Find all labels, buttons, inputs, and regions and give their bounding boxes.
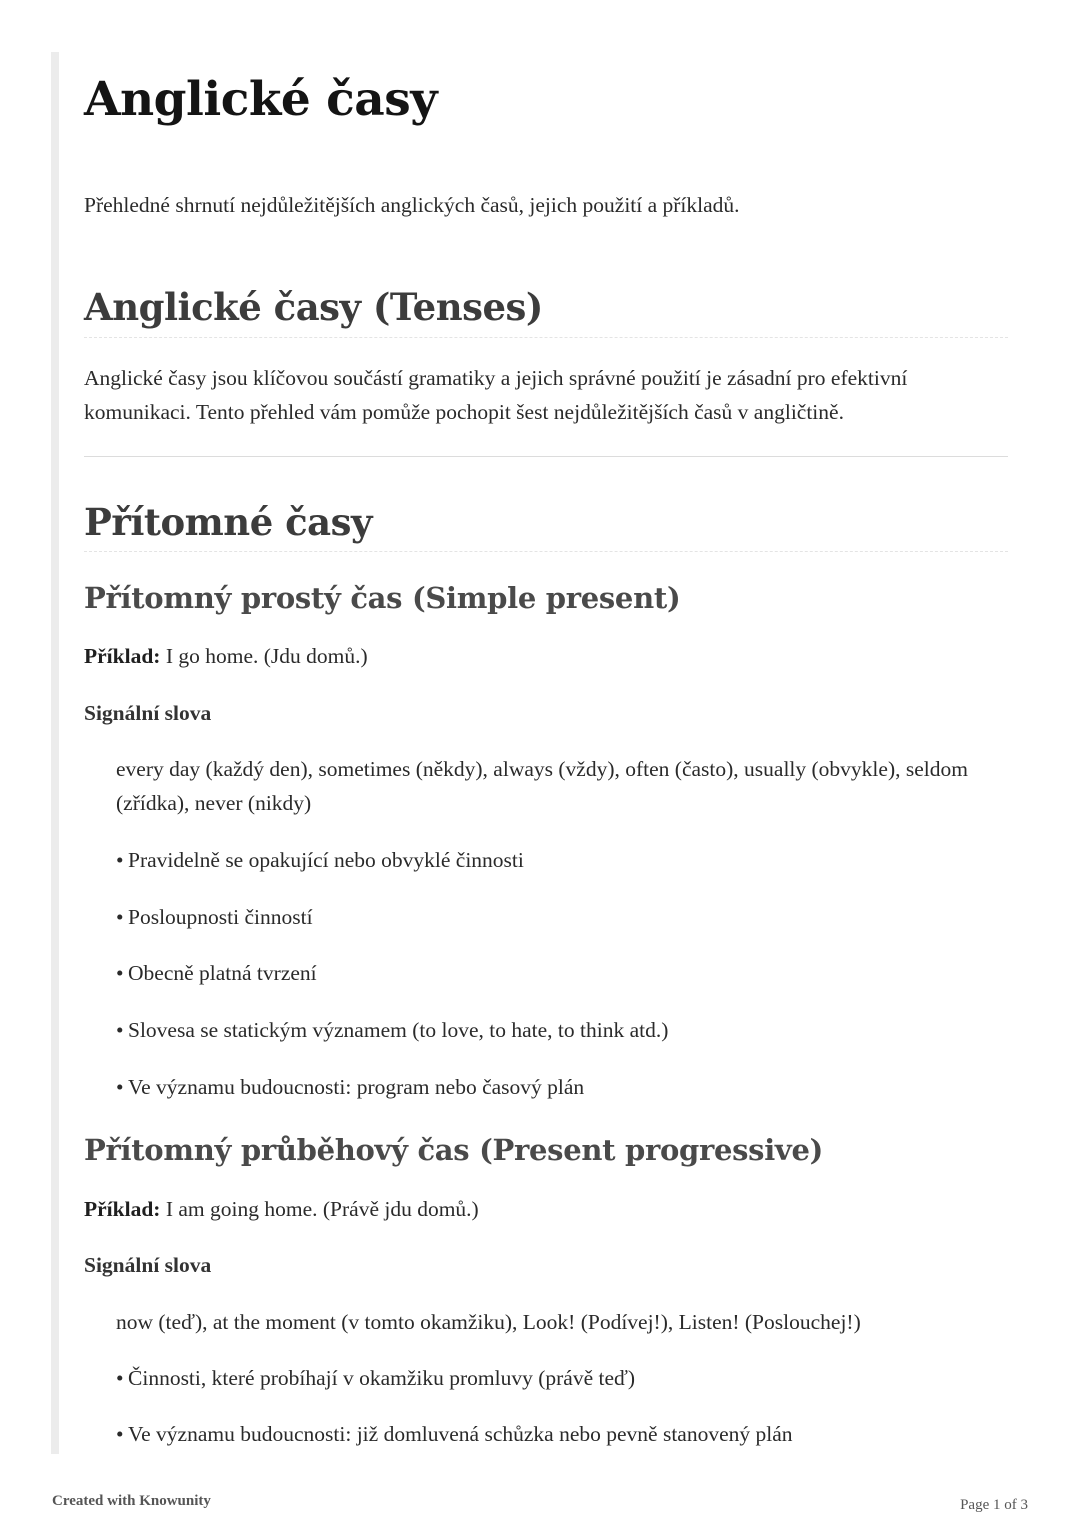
heading-divider bbox=[84, 551, 1008, 552]
usage-list-item: • Činnosti, které probíhají v okamžiku promluvy (právě teď) bbox=[116, 1366, 636, 1390]
example-label: Příklad: bbox=[84, 644, 161, 668]
section-heading-tenses: Anglické časy (Tenses) bbox=[84, 285, 543, 329]
example-label: Příklad: bbox=[84, 1197, 161, 1221]
heading-divider bbox=[84, 337, 1008, 338]
subheading-present-progressive: Přítomný průběhový čas (Present progressive) bbox=[84, 1133, 824, 1167]
present-progressive-example bbox=[84, 1197, 479, 1222]
left-margin-rule bbox=[51, 52, 59, 1454]
example-text: I go home. (Jdu domů.) bbox=[160, 644, 368, 668]
signal-words-list: now (teď), at the moment (v tomto okamžiku), Look! (Podívej!), Listen! (Poslouchej!) bbox=[116, 1310, 861, 1334]
document-title: Anglické časy bbox=[84, 72, 437, 127]
bullet-icon: • bbox=[116, 848, 124, 872]
page-number: Page 1 of 3 bbox=[960, 1497, 1028, 1513]
signal-words-heading: Signální slova bbox=[84, 701, 212, 725]
bullet-icon: • bbox=[116, 961, 124, 985]
signal-words-list: every day (každý den), sometimes (někdy), always (vždy), often (často), usually (obvykle), seldom (zřídka), never (nikdy) bbox=[116, 757, 968, 815]
section-heading-present: Přítomné časy bbox=[84, 500, 372, 544]
section-divider bbox=[84, 456, 1008, 457]
usage-list-item: • Slovesa se statickým významem (to love, to hate, to think atd.) bbox=[116, 1018, 669, 1042]
signal-words-heading: Signální slova bbox=[84, 1253, 212, 1277]
footer-credit: Created with Knowunity bbox=[52, 1493, 211, 1509]
bullet-icon: • bbox=[116, 905, 124, 929]
usage-list-item: • Ve významu budoucnosti: program nebo časový plán bbox=[116, 1075, 585, 1099]
usage-list-item: • Pravidelně se opakující nebo obvyklé činnosti bbox=[116, 848, 524, 872]
bullet-icon: • bbox=[116, 1018, 124, 1042]
usage-list-item: • Ve významu budoucnosti: již domluvená schůzka nebo pevně stanovený plán bbox=[116, 1422, 793, 1446]
simple-present-example bbox=[84, 644, 368, 669]
bullet-icon: • bbox=[116, 1075, 124, 1099]
bullet-icon: • bbox=[116, 1422, 124, 1446]
subheading-simple-present: Přítomný prostý čas (Simple present) bbox=[84, 581, 681, 615]
bullet-icon: • bbox=[116, 1366, 124, 1390]
document-intro: Přehledné shrnutí nejdůležitějších anglických časů, jejich použití a příkladů. bbox=[84, 193, 740, 217]
usage-list-item: • Posloupnosti činností bbox=[116, 905, 313, 929]
tenses-paragraph: Anglické časy jsou klíčovou součástí gramatiky a jejich správné použití je zásadní pro efektivní komunikaci. Tento přehled vám pomůže pochopit šest nejdůležitějších časů v angličtině. bbox=[84, 366, 908, 424]
usage-list-item: • Obecně platná tvrzení bbox=[116, 961, 317, 985]
example-text: I am going home. (Právě jdu domů.) bbox=[160, 1197, 479, 1221]
